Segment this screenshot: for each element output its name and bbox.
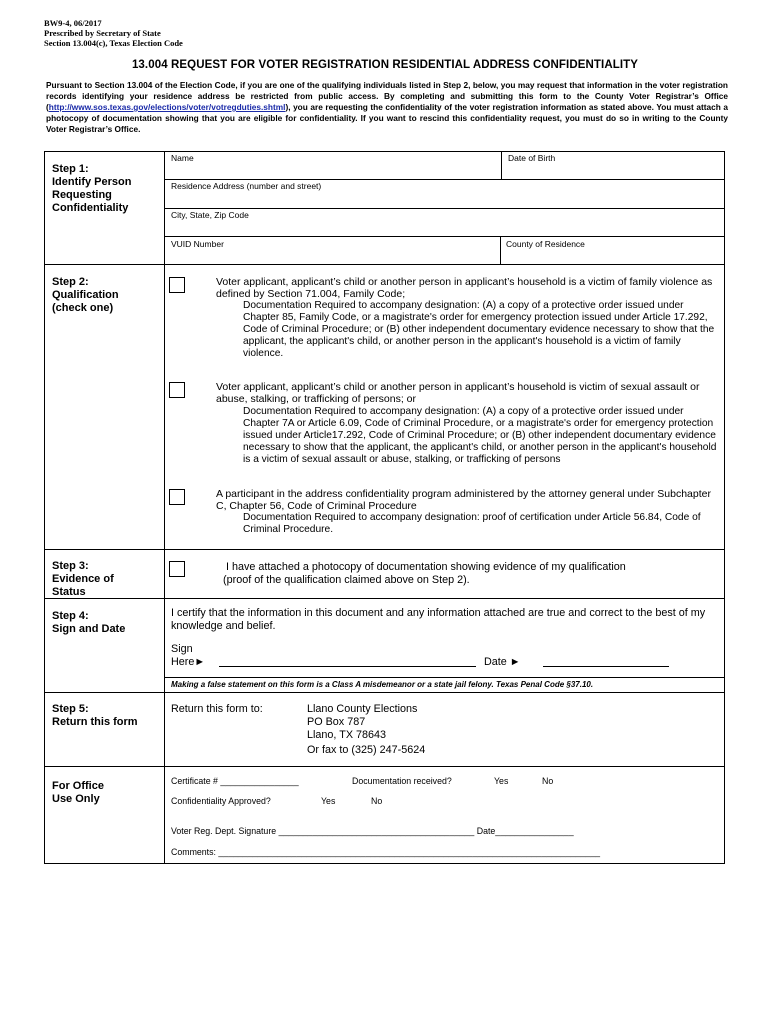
office-name: Llano County Elections xyxy=(307,703,418,715)
residence-address-field[interactable]: Residence Address (number and street) xyxy=(171,181,322,191)
option-acp-participant: A participant in the address confidentiality program administered by the attorney general under Subchapter C, Chapter 56, Code of Criminal Procedure xyxy=(216,488,711,512)
certificate-field[interactable]: Certificate # ________________ xyxy=(171,776,299,786)
doc-received-no[interactable]: No xyxy=(542,776,554,786)
signature-line[interactable] xyxy=(219,666,476,667)
qualification-checkbox-acp-participant[interactable] xyxy=(169,489,185,505)
divider xyxy=(500,236,501,264)
form-title: 13.004 REQUEST FOR VOTER REGISTRATION RESIDENTIAL ADDRESS CONFIDENTIALITY xyxy=(131,59,639,71)
approved-yes[interactable]: Yes xyxy=(321,796,336,806)
divider xyxy=(164,236,725,237)
divider xyxy=(164,208,725,209)
office-po-box: PO Box 787 xyxy=(307,716,366,728)
date-line[interactable] xyxy=(543,666,669,667)
intro-paragraph xyxy=(46,80,728,135)
signature-field[interactable]: Voter Reg. Dept. Signature ________________________________________ Date________________ xyxy=(171,826,574,836)
confidentiality-approved-label: Confidentiality Approved? xyxy=(171,796,271,806)
fax-number: Or fax to (325) 247-5624 xyxy=(307,744,426,756)
here-label: Here► xyxy=(171,656,206,668)
divider xyxy=(44,598,725,599)
divider xyxy=(164,179,725,180)
step3-label: Step 3: Evidence of Status xyxy=(52,560,114,598)
step2-label: Step 2: Qualification (check one) xyxy=(52,276,119,314)
city-state-zip-field[interactable]: City, State, Zip Code xyxy=(171,210,249,220)
divider xyxy=(164,677,725,678)
comments-field[interactable]: Comments: ______________________________________________________________________________ xyxy=(171,847,601,857)
divider xyxy=(44,549,725,550)
documentation-received-label: Documentation received? xyxy=(352,776,452,786)
county-field[interactable]: County of Residence xyxy=(506,239,585,249)
step4-label: Step 4: Sign and Date xyxy=(52,610,126,635)
option-acp-participant-doc: Documentation Required to accompany designation: proof of certification under Article 56.84, Code of Criminal Procedure. xyxy=(243,512,701,535)
office-use-label: For Office Use Only xyxy=(52,780,104,805)
evidence-statement: I have attached a photocopy of documentation showing evidence of my qualification xyxy=(226,561,626,573)
step1-label: Step 1: Identify Person Requesting Confidentiality xyxy=(52,163,132,214)
sign-label: Sign xyxy=(171,643,193,655)
divider xyxy=(501,151,502,179)
divider xyxy=(44,766,725,767)
vuid-field[interactable]: VUID Number xyxy=(171,239,224,249)
approved-no[interactable]: No xyxy=(371,796,383,806)
divider xyxy=(44,264,725,265)
option-family-violence: Voter applicant, applicant’s child or another person in applicant’s household is a victim of family violence as defined by Section 71.004, Family Code; xyxy=(216,276,713,300)
name-field[interactable]: Name xyxy=(171,153,194,163)
intro-text-start: Pursuant to Section 13.004 of the Election Code, if you are one of the qualifying individuals listed in Step 2, below, you may request that information in the voter registration records identifying your residence address be restricted from public access. By completing and submitting this form to the County Voter Registrar’s Office ( xyxy=(46,80,728,112)
option-sexual-assault-doc: Documentation Required to accompany designation: (A) a copy of a protective order issued under Chapter 7A or Article 6.09, Code of Criminal Procedure, or a magistrate's order for emergency protection issued under Article17.292, Code of Criminal Procedure; or (B) other independent documentary evidence necessary to show that the applicant, the applicant's child, or another person in the applicant's household is a victim of sexual assault or abuse, stalking, or trafficking of persons xyxy=(243,406,717,465)
form-header xyxy=(44,18,183,48)
option-sexual-assault: Voter applicant, applicant’s child or another person in applicant’s household is victim of sexual assault or abuse, stalking, or trafficking of persons; or xyxy=(216,381,700,405)
option-family-violence-doc: Documentation Required to accompany designation: (A) a copy of a protective order issued under Chapter 85, Family Code, or a magistrate's order for emergency protection issued under Article 17.292, Code of Criminal Procedure; or (B) other independent documentary evidence necessary to show that the applicant, the applicant's child, or another person in the applicant's household is a victim of family violence. xyxy=(243,300,715,359)
office-city: Llano, TX 78643 xyxy=(307,729,387,741)
evidence-statement-cont: (proof of the qualification claimed above on Step 2). xyxy=(223,574,470,586)
step5-label: Step 5: Return this form xyxy=(52,703,138,728)
statute-section: Section 13.004(c), Texas Election Code xyxy=(44,38,183,48)
qualification-checkbox-family-violence[interactable] xyxy=(169,277,185,293)
sos-link[interactable]: http://www.sos.texas.gov/elections/voter/votregduties.shtml xyxy=(48,102,286,112)
evidence-checkbox[interactable] xyxy=(169,561,185,577)
certification-text: I certify that the information in this document and any information attached are true and correct to the best of my knowledge and belief. xyxy=(171,607,706,632)
intro-text-end: ), you are requesting the confidentiality of the voter registration information as stated above. You must attach a photocopy of documentation showing that you are eligible for confidentiality. If you want to rescind this confidentiality request, you must do so in writing to the County Voter Registrar’s Office. xyxy=(46,102,728,134)
prescribed-by: Prescribed by Secretary of State xyxy=(44,28,161,38)
divider xyxy=(44,692,725,693)
date-label: Date ► xyxy=(484,656,521,668)
penalty-warning: Making a false statement on this form is a Class A misdemeanor or a state jail felony. Texas Penal Code §37.10. xyxy=(171,680,594,689)
label-column-divider xyxy=(164,151,165,863)
doc-received-yes[interactable]: Yes xyxy=(494,776,509,786)
return-to-label: Return this form to: xyxy=(171,703,263,715)
qualification-checkbox-sexual-assault[interactable] xyxy=(169,382,185,398)
form-id: BW9-4, 06/2017 xyxy=(44,18,102,28)
dob-field[interactable]: Date of Birth xyxy=(508,153,556,163)
